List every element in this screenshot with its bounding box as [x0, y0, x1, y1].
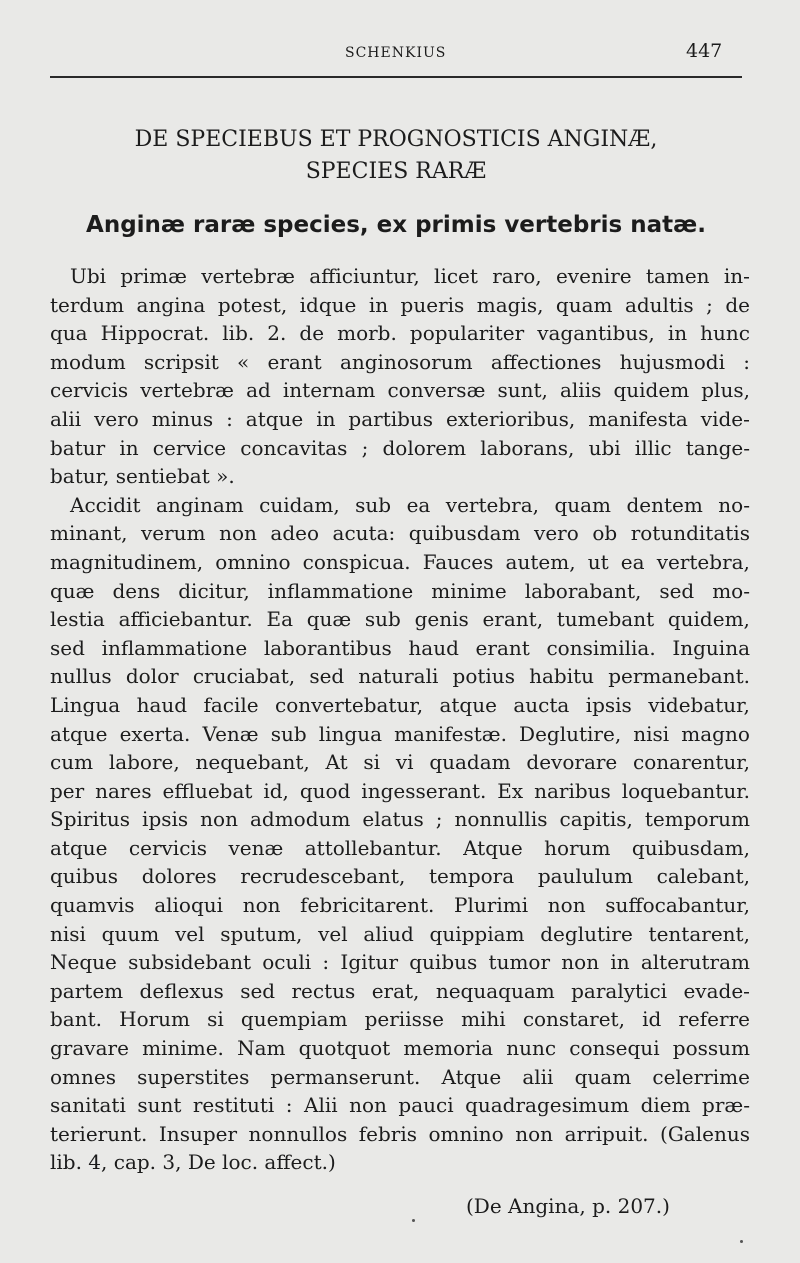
- body-text: [50, 262, 750, 1177]
- text-line: terierunt. Insuper nonnullos febris omnino non arripuit. (Galenus: [50, 1121, 750, 1146]
- text-line: bant. Horum si quempiam periisse mihi constaret, id referre: [50, 1007, 750, 1032]
- text-line: Accidit anginam cuidam, sub ea vertebra, quam dentem no-: [70, 492, 750, 517]
- text-line: lib. 4, cap. 3, De loc. affect.): [50, 1150, 336, 1175]
- text-line: Lingua haud facile convertebatur, atque aucta ipsis videbatur,: [50, 692, 750, 717]
- text-line: cum labore, nequebant, At si vi quadam devorare conarentur,: [50, 750, 750, 775]
- text-line: alii vero minus : atque in partibus exterioribus, manifesta vide-: [50, 406, 750, 431]
- text-line: magnitudinem, omnino conspicua. Fauces autem, ut ea vertebra,: [50, 549, 750, 574]
- text-line: atque exerta. Venæ sub lingua manifestæ. Deglutire, nisi magno: [50, 721, 750, 746]
- page-number: 447: [686, 40, 723, 62]
- chapter-title-line-1: DE SPECIEBUS ET PROGNOSTICIS ANGINÆ,: [134, 127, 658, 152]
- chapter-title-line-2: SPECIES RARÆ: [305, 159, 487, 184]
- text-line: Ubi primæ vertebræ afficiuntur, licet raro, evenire tamen in-: [70, 264, 750, 288]
- text-line: partem deflexus sed rectus erat, nequaquam paralytici evade-: [50, 978, 750, 1003]
- header-rule: [50, 76, 742, 78]
- text-line: quamvis alioqui non febricitarent. Plurimi non suffocabantur,: [50, 893, 750, 918]
- text-line: sed inflammatione laborantibus haud erant consimilia. Inguina: [50, 635, 750, 660]
- running-head: SCHENKIUS: [345, 45, 447, 61]
- text-line: omnes superstites permanserunt. Atque alii quam celerrime: [50, 1064, 750, 1089]
- text-line: nullus dolor cruciabat, sed naturali potius habitu permanebant.: [50, 664, 750, 689]
- text-line: nisi quum vel sputum, vel aliud quippiam deglutire tentarent,: [50, 921, 750, 946]
- text-line: modum scripsit « erant anginosorum affectiones hujusmodi :: [50, 349, 750, 374]
- text-line: batur in cervice concavitas ; dolorem laborans, ubi illic tange-: [50, 435, 750, 460]
- text-line: minant, verum non adeo acuta: quibusdam vero ob rotunditatis: [50, 521, 750, 546]
- text-line: terdum angina potest, idque in pueris magis, quam adultis ; de: [50, 292, 750, 317]
- text-line: cervicis vertebræ ad internam conversæ sunt, aliis quidem plus,: [50, 378, 750, 403]
- text-line: quæ dens dicitur, inflammatione minime laborabant, sed mo-: [50, 578, 750, 603]
- text-line: lestia afficiebantur. Ea quæ sub genis erant, tumebant quidem,: [50, 607, 750, 632]
- text-line: qua Hippocrat. lib. 2. de morb. populariter vagantibus, in hunc: [50, 321, 750, 346]
- text-line: sanitati sunt restituti : Alii non pauci quadragesimum diem præ-: [50, 1093, 750, 1118]
- text-line: Spiritus ipsis non admodum elatus ; nonnullis capitis, temporum: [50, 807, 750, 832]
- text-line: atque cervicis venæ attollebantur. Atque horum quibusdam,: [50, 835, 750, 860]
- print-speck: [740, 1240, 743, 1243]
- source-citation: (De Angina, p. 207.): [466, 1194, 670, 1218]
- section-subtitle: Anginæ raræ species, ex primis vertebris natæ.: [86, 212, 706, 238]
- text-line: gravare minime. Nam quotquot memoria nunc consequi possum: [50, 1036, 750, 1061]
- print-speck: [412, 1219, 415, 1222]
- chapter-title: [50, 124, 742, 188]
- text-line: Neque subsidebant oculi : Igitur quibus tumor non in alterutram: [50, 950, 750, 975]
- text-line: batur, sentiebat ».: [50, 464, 235, 489]
- text-line: quibus dolores recrudescebant, tempora paululum calebant,: [50, 864, 750, 889]
- text-line: per nares effluebat id, quod ingesserant. Ex naribus loquebantur.: [50, 778, 750, 803]
